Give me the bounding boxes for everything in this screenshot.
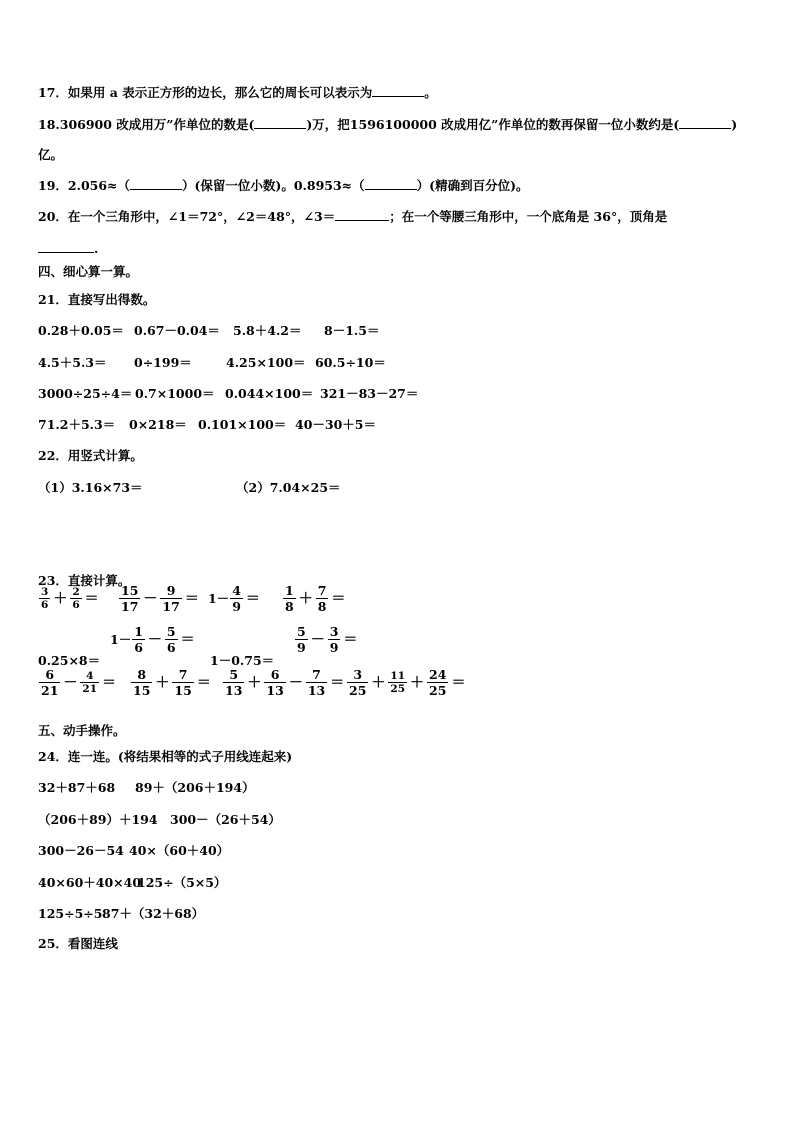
q23-expr [118,583,201,614]
denominator: 9 [297,639,306,655]
q23-expr [38,586,101,611]
q21-item: 71.2＋5.3＝ [38,417,116,432]
plus-sign: ＋ [247,675,262,691]
question-25-title: 25．看图连线 [38,936,118,951]
denominator: 6 [134,639,143,655]
denominator: 17 [121,598,139,614]
fraction [347,667,368,698]
q24-left-expr: （206＋89）＋194 [38,812,158,827]
denominator: 13 [266,682,284,698]
q21-item: 5.8＋4.2＝ [233,323,302,338]
q23-expr [282,583,347,614]
fraction [132,624,145,655]
equals-sign: ＝ [245,591,260,607]
denominator: 13 [307,682,326,698]
q24-right-expr: 87＋（32＋68） [102,906,205,921]
q21-item: 0.28＋0.05＝ [38,323,124,338]
question-17-text: 17．如果用 a 表示正方形的边长，那么它的周长可以表示为 [38,85,373,100]
q21-item: 4.25×100＝ [226,355,306,370]
numerator: 1 [134,623,143,639]
denominator: 21 [82,682,98,695]
numerator: 5 [297,623,306,639]
question-20-text-2: ；在一个等腰三角形中，一个底角是 36°，顶角是 [389,209,668,224]
numerator: 6 [270,666,280,682]
section-4-heading: 四、细心算一算。 [38,264,139,279]
fraction [172,667,193,698]
plus-sign: ＋ [53,591,68,607]
question-18 [38,116,737,133]
answer-blank [38,240,94,253]
denominator: 6 [41,598,49,611]
equals-sign: ＝ [451,675,466,691]
numerator: 3 [353,666,363,682]
fraction [295,624,308,655]
minus-sign: － [63,675,78,691]
answer-blank [130,177,182,190]
denominator: 15 [133,682,151,698]
denominator: 17 [162,598,180,614]
question-22-title: 22．用竖式计算。 [38,448,143,463]
numerator: 5 [166,623,176,639]
question-19-text-3: ）(精确到百分位)。 [416,178,529,193]
q23-expr [208,583,262,614]
q21-item: 8－1.5＝ [324,323,380,338]
fraction [119,583,140,614]
q24-right-expr: 89＋（206＋194） [135,780,255,795]
denominator: 9 [232,598,241,614]
q24-left-expr: 125÷5÷5 [38,906,103,921]
denominator: 15 [174,682,192,698]
question-20-text-1: 20．在一个三角形中，∠1＝72°，∠2＝48°，∠3＝ [38,209,336,224]
q22-problem-2: （2）7.04×25＝ [236,480,341,495]
q22-problem-1: （1）3.16×73＝ [38,480,143,495]
numerator: 15 [121,582,139,598]
question-20 [38,208,667,225]
fraction [230,583,243,614]
answer-blank [365,177,417,190]
question-18-text-2: )万，把1596100000 改成用亿”作单位的数再保留一位小数约是( [306,117,680,132]
fraction [223,667,244,698]
fraction [328,624,341,655]
q24-right-expr: 40×（60＋40） [129,843,230,858]
whole-number: 1－ [208,591,230,606]
numerator: 9 [166,582,176,598]
plus-sign: ＋ [410,675,425,691]
denominator: 8 [317,598,327,614]
question-23-title: 23．直接计算。 [38,573,131,588]
q24-right-expr: 300－（26＋54） [170,812,281,827]
question-20-text-3: . [94,241,99,256]
equals-sign: ＝ [184,591,199,607]
plus-sign: ＋ [155,675,170,691]
q24-right-expr: 125÷（5×5） [137,875,227,890]
denominator: 9 [329,639,339,655]
question-21-title: 21．直接写出得数。 [38,292,156,307]
numerator: 24 [429,666,447,682]
fraction [70,586,81,611]
q23-expr [130,667,213,698]
answer-blank [254,116,306,129]
q21-item: 60.5÷10＝ [315,355,386,370]
denominator: 6 [72,598,80,611]
fraction [427,667,448,698]
q21-item: 0÷199＝ [134,355,192,370]
question-18-text-3: ) [731,117,738,132]
numerator: 7 [178,666,188,682]
denominator: 13 [225,682,243,698]
minus-sign: － [310,632,325,648]
equals-sign: ＝ [102,675,117,691]
q21-item: 0×218＝ [129,417,187,432]
denominator: 25 [390,682,406,695]
numerator: 7 [317,582,327,598]
question-19-text-2: ）(保留一位小数)。0.8953≈（ [182,178,365,193]
q23-expr [294,624,359,655]
equals-sign: ＝ [84,591,99,607]
q24-left-expr: 32＋87＋68 [38,780,116,795]
equals-sign: ＝ [343,632,358,648]
plus-sign: ＋ [371,675,386,691]
q23-expr [38,667,118,698]
denominator: 8 [285,598,294,614]
numerator: 8 [137,666,147,682]
numerator: 5 [229,666,239,682]
fraction [160,583,181,614]
answer-blank [372,84,424,97]
q21-item: 0.7×1000＝ [135,386,215,401]
numerator: 4 [86,669,94,682]
q23-expr [110,624,197,655]
numerator: 3 [329,623,339,639]
equals-sign: ＝ [331,591,346,607]
q21-item: 4.5＋5.3＝ [38,355,107,370]
fraction [388,670,407,695]
q21-item: 3000÷25÷4＝ [38,386,133,401]
answer-blank [679,116,731,129]
q24-left-expr: 300－26－54 [38,843,124,858]
q23-expr [222,667,346,698]
fraction [306,667,327,698]
minus-sign: － [143,591,158,607]
q21-item: 0.101×100＝ [198,417,287,432]
question-19-text-1: 19．2.056≈（ [38,178,131,193]
question-17 [38,84,437,101]
equals-sign: ＝ [330,675,345,691]
question-18-text-1: 18.306900 改成用万”作单位的数是( [38,117,255,132]
fraction [165,624,178,655]
numerator: 6 [45,666,55,682]
minus-sign: － [288,675,303,691]
q21-item: 321－83－27＝ [320,386,419,401]
equals-sign: ＝ [196,675,211,691]
q21-item: 0.67－0.04＝ [134,323,220,338]
denominator: 6 [166,639,176,655]
q21-item: 40－30＋5＝ [295,417,376,432]
q23-expr [346,667,467,698]
question-24-title: 24．连一连。(将结果相等的式子用线连起来) [38,749,293,764]
question-18-continuation [38,147,63,163]
numerator: 3 [41,585,49,598]
fraction [39,586,50,611]
fraction [39,667,60,698]
fraction [283,583,296,614]
denominator: 25 [429,682,447,698]
question-17-tail: 。 [424,85,437,100]
fraction [80,670,99,695]
question-19 [38,177,529,194]
numerator: 7 [312,666,321,682]
denominator: 21 [41,682,59,698]
minus-sign: － [147,632,162,648]
equals-sign: ＝ [180,632,195,648]
q24-left-expr: 40×60＋40×40 [38,875,142,890]
plus-sign: ＋ [298,591,313,607]
numerator: 4 [232,582,241,598]
numerator: 11 [390,669,406,682]
q21-item: 0.044×100＝ [225,386,314,401]
section-5-heading: 五、动手操作。 [38,723,126,738]
fraction [264,667,285,698]
fraction [131,667,152,698]
answer-blank [335,208,389,221]
fraction [316,583,329,614]
numerator: 2 [72,585,80,598]
question-18-text-4: 亿。 [38,147,64,162]
q23-text-expr: 0.25×8＝ [38,653,101,668]
denominator: 25 [349,682,367,698]
q23-text-expr: 1－0.75＝ [210,653,275,668]
question-20-continuation [38,240,98,257]
numerator: 1 [285,582,294,598]
whole-number: 1－ [110,632,132,647]
